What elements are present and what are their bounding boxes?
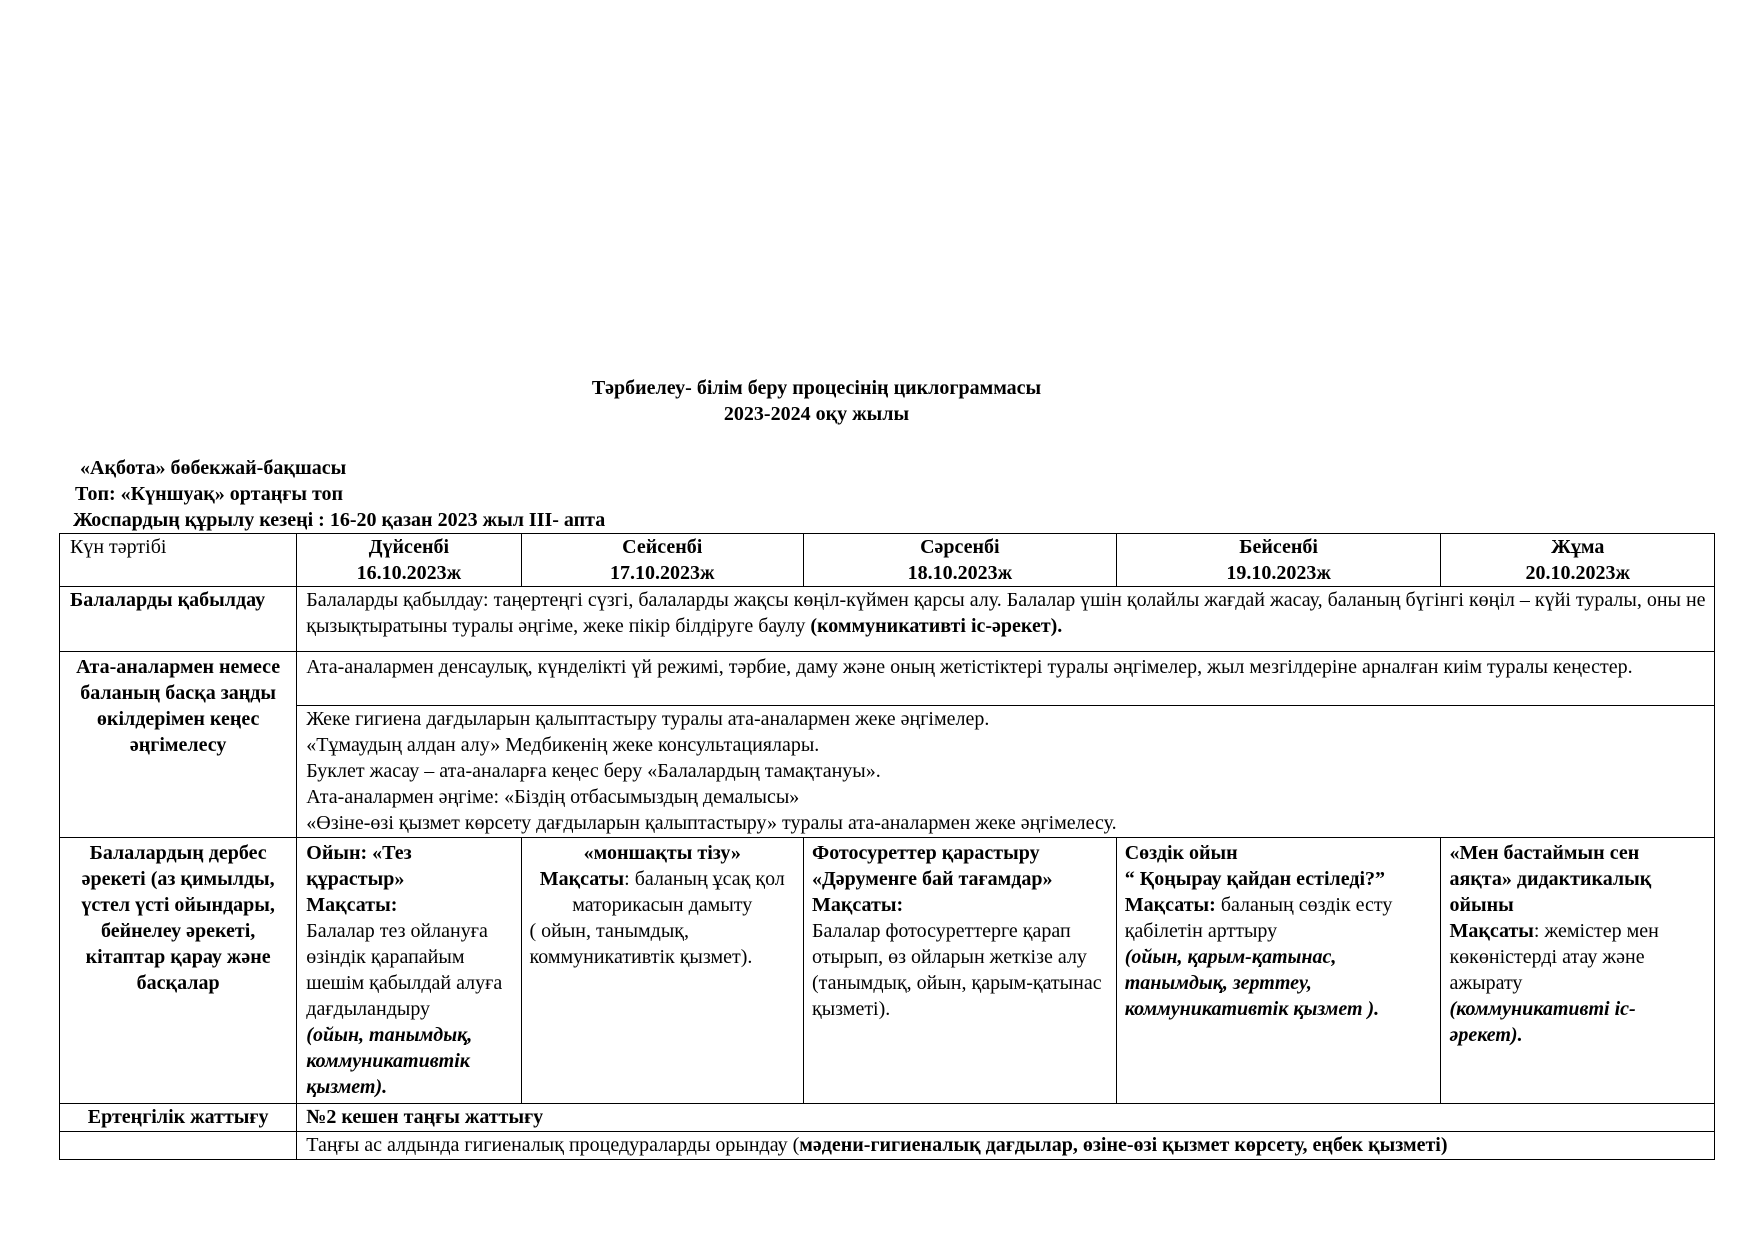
day-name: Жұма bbox=[1551, 536, 1605, 558]
day-date: 20.10.2023ж bbox=[1525, 562, 1630, 584]
row-label-parents: Ата-аналармен немесе баланың басқа заңды өкілдерімен кеңес әңгімелесу bbox=[60, 652, 297, 838]
header-tuesday bbox=[521, 534, 804, 587]
parents-row-2 bbox=[60, 706, 1715, 838]
parents-talk-line: «Тұмаудың алдан алу» Медбикенің жеке консультациялары. bbox=[306, 734, 820, 756]
goal-text: Балалар тез ойлануға өзіндік қарапайым шешім қабылдай алуға дағдыландыру bbox=[306, 920, 503, 1020]
row-label-empty bbox=[60, 1132, 297, 1160]
header-schedule: Күн тәртібі bbox=[60, 534, 297, 587]
activity-friday bbox=[1441, 838, 1715, 1104]
goal-text: : баланың ұсақ қол маторикасын дамыту bbox=[572, 868, 785, 916]
schedule-table bbox=[59, 533, 1715, 1160]
day-name: Дүйсенбі bbox=[368, 536, 450, 558]
activity-kind: (ойын, танымдық, коммуникативтік қызмет). bbox=[306, 1024, 473, 1098]
activity-title: Сөздік ойын bbox=[1124, 842, 1238, 864]
goal-label: Мақсаты: bbox=[812, 894, 904, 916]
parents-advice-cell: Ата-аналармен денсаулық, күнделікті үй режимі, тәрбие, даму және оның жетістіктері туралы әңгімелер, жыл мезгілдеріне арналған киім туралы кеңестер. bbox=[297, 652, 1715, 706]
goal bbox=[1449, 918, 1706, 996]
activity-monday bbox=[297, 838, 521, 1104]
row-label-exercise: Ертеңгілік жаттығу bbox=[60, 1104, 297, 1132]
exercise-text: №2 кешен таңғы жаттығу bbox=[297, 1104, 1715, 1132]
document-title: Тәрбиелеу- білім беру процесінің циклограммасы bbox=[591, 377, 1042, 399]
reception-activity-type: (коммуникативті іс-әрекет). bbox=[810, 615, 1063, 637]
reception-row bbox=[60, 587, 1715, 652]
parents-talk-line: Жеке гигиена дағдыларын қалыптастыру туралы ата-аналармен жеке әңгімелер. bbox=[306, 708, 990, 730]
day-name: Сәрсенбі bbox=[920, 536, 1000, 558]
kindergarten-name: «Ақбота» бөбекжай-бақшасы bbox=[80, 457, 347, 479]
header-friday bbox=[1441, 534, 1715, 587]
activity-wednesday bbox=[804, 838, 1117, 1104]
activity-kind: (танымдық, ойын, қарым-қатынас қызметі). bbox=[812, 972, 1102, 1020]
group-name: Топ: «Күншуақ» ортаңғы топ bbox=[75, 483, 344, 505]
activity-title: «Мен бастаймын сен аяқта» дидактикалық ойыны bbox=[1449, 842, 1652, 916]
row-label-reception: Балаларды қабылдау bbox=[60, 587, 297, 652]
goal-label: Мақсаты bbox=[1449, 920, 1534, 942]
goal bbox=[530, 866, 796, 918]
activity-subtitle: “ Қоңырау қайдан естіледі?” bbox=[1124, 868, 1386, 890]
goal-text: : жемістер мен көкөністерді атау және ажырату bbox=[1449, 920, 1659, 994]
day-date: 16.10.2023ж bbox=[356, 562, 462, 584]
goal-label: Мақсаты: bbox=[1124, 894, 1216, 916]
hygiene-text: Таңғы ас алдында гигиеналық процедураларды орындау ( bbox=[306, 1134, 800, 1156]
header-row bbox=[60, 534, 1715, 587]
parents-talks-cell bbox=[297, 706, 1715, 838]
day-date: 18.10.2023ж bbox=[907, 562, 1013, 584]
exercise-row bbox=[60, 1104, 1715, 1132]
day-date: 19.10.2023ж bbox=[1226, 562, 1331, 584]
header-monday bbox=[297, 534, 521, 587]
goal-text: Балалар фотосуреттерге қарап отырып, өз ойларын жеткізе алу bbox=[812, 920, 1087, 968]
activity-title: Ойын: «Тез құрастыр» bbox=[306, 842, 412, 890]
parents-talk-line: «Өзіне-өзі қызмет көрсету дағдыларын қалыптастыру» туралы ата-аналармен жеке әңгімелесу. bbox=[306, 812, 1117, 834]
activity-kind: (ойын, қарым-қатынас, танымдық, зерттеу, коммуникативтік қызмет ). bbox=[1124, 946, 1380, 1020]
hygiene-row bbox=[60, 1132, 1715, 1160]
header-thursday bbox=[1116, 534, 1441, 587]
hygiene-skills: мәдени-гигиеналық дағдылар, өзіне-өзі қызмет көрсету, еңбек қызметі) bbox=[799, 1134, 1448, 1156]
parents-row-1 bbox=[60, 652, 1715, 706]
hygiene-cell bbox=[297, 1132, 1715, 1160]
academic-year: 2023-2024 оқу жылы bbox=[723, 403, 910, 425]
reception-text-cell bbox=[297, 587, 1715, 652]
parents-talk-line: Ата-аналармен әңгіме: «Біздің отбасымыздың демалысы» bbox=[306, 786, 800, 808]
activity-kind: (коммуникативті іс-әрекет). bbox=[1449, 998, 1636, 1046]
activity-title: Фотосуреттер қарастыру «Дәруменге бай тағамдар» bbox=[812, 842, 1053, 890]
activity-kind: ( ойын, танымдық, коммуникативтік қызмет). bbox=[529, 920, 753, 968]
goal-text: баланың сөздік есту қабілетін арттыру bbox=[1124, 894, 1393, 942]
day-name: Бейсенбі bbox=[1239, 536, 1318, 558]
planning-period: Жоспардың құрылу кезеңі : 16-20 қазан 2023 жыл ІІІ- апта bbox=[73, 509, 606, 531]
day-name: Сейсенбі bbox=[622, 536, 703, 558]
day-date: 17.10.2023ж bbox=[610, 562, 715, 584]
activity-tuesday bbox=[521, 838, 804, 1104]
row-label-activity: Балалардың дербес әрекеті (аз қимылды, үстел үсті ойындары, бейнелеу әрекеті, кітаптар қарау және басқалар bbox=[60, 838, 297, 1104]
goal bbox=[1125, 892, 1433, 944]
parents-talk-line: Буклет жасау – ата-аналарға кеңес беру «Балалардың тамақтануы». bbox=[306, 760, 881, 782]
goal-label: Мақсаты: bbox=[306, 894, 398, 916]
reception-text: Балаларды қабылдау: таңертеңгі сүзгі, балаларды жақсы көңіл-күймен қарсы алу. Балалар үшін қолайлы жағдай жасау, баланың бүгінгі көңіл – күйі туралы, оны не қызықтыратыны туралы әңгіме, жеке пікір білдіруге баулу bbox=[306, 589, 1706, 637]
activity-thursday bbox=[1116, 838, 1441, 1104]
goal-label: Мақсаты bbox=[539, 868, 625, 890]
activity-row bbox=[60, 838, 1715, 1104]
activity-title: «моншақты тізу» bbox=[583, 842, 741, 864]
header-wednesday bbox=[804, 534, 1117, 587]
